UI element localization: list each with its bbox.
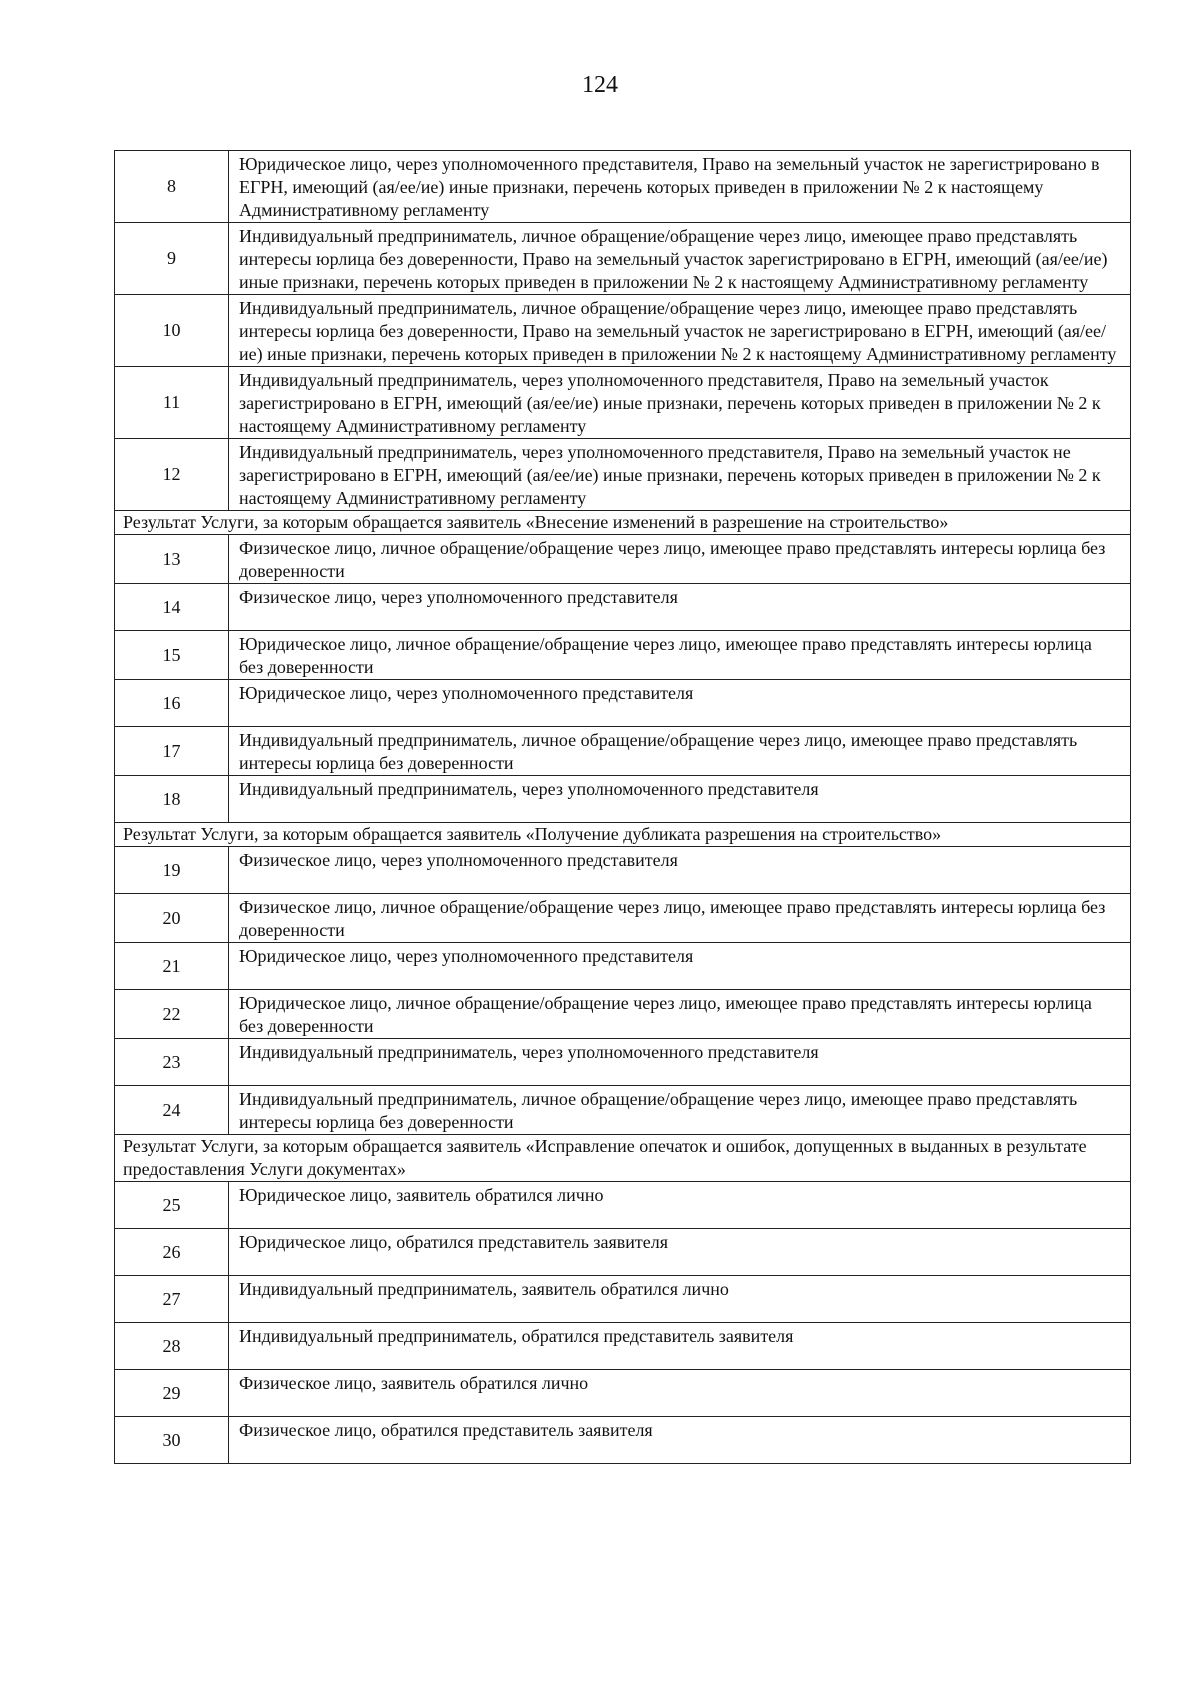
table-body — [115, 151, 1131, 1464]
row-number: 8 — [115, 151, 229, 223]
table-row — [115, 535, 1131, 584]
table-row — [115, 943, 1131, 990]
row-description: Юридическое лицо, заявитель обратился лично — [229, 1182, 1131, 1229]
table-row — [115, 367, 1131, 439]
table-row — [115, 776, 1131, 823]
row-description: Юридическое лицо, через уполномоченного представителя — [229, 943, 1131, 990]
row-description: Физическое лицо, личное обращение/обращение через лицо, имеющее право представлять интересы юрлица без доверенности — [229, 894, 1131, 943]
row-number: 12 — [115, 439, 229, 511]
row-description: Индивидуальный предприниматель, личное обращение/обращение через лицо, имеющее право представлять интересы юрлица без доверенности, Право на земельный участок зарегистрировано в ЕГРН, имеющий (ая/ее/ие) иные признаки, перечень которых приведен в приложении № 2 к настоящему Административному регламенту — [229, 223, 1131, 295]
table-row — [115, 1370, 1131, 1417]
row-description: Индивидуальный предприниматель, обратился представитель заявителя — [229, 1323, 1131, 1370]
row-description: Индивидуальный предприниматель, личное обращение/обращение через лицо, имеющее право представлять интересы юрлица без доверенности — [229, 727, 1131, 776]
row-number: 25 — [115, 1182, 229, 1229]
row-description: Индивидуальный предприниматель, через уполномоченного представителя, Право на земельный участок зарегистрировано в ЕГРН, имеющий (ая/ее/ие) иные признаки, перечень которых приведен в приложении № 2 к настоящему Административному регламенту — [229, 367, 1131, 439]
row-description: Юридическое лицо, через уполномоченного представителя — [229, 680, 1131, 727]
row-number: 16 — [115, 680, 229, 727]
table-row — [115, 1182, 1131, 1229]
row-description: Индивидуальный предприниматель, через уполномоченного представителя — [229, 776, 1131, 823]
section-title: Результат Услуги, за которым обращается заявитель «Внесение изменений в разрешение на строительство» — [115, 511, 1131, 535]
table-row — [115, 847, 1131, 894]
table-row — [115, 439, 1131, 511]
row-description: Юридическое лицо, обратился представитель заявителя — [229, 1229, 1131, 1276]
applicant-variants-table — [114, 150, 1131, 1464]
row-description: Индивидуальный предприниматель, через уполномоченного представителя — [229, 1039, 1131, 1086]
row-description: Физическое лицо, личное обращение/обращение через лицо, имеющее право представлять интересы юрлица без доверенности — [229, 535, 1131, 584]
row-description: Физическое лицо, заявитель обратился лично — [229, 1370, 1131, 1417]
row-description: Физическое лицо, обратился представитель заявителя — [229, 1417, 1131, 1464]
table-row — [115, 680, 1131, 727]
table-row — [115, 1039, 1131, 1086]
row-description: Физическое лицо, через уполномоченного представителя — [229, 584, 1131, 631]
row-description: Индивидуальный предприниматель, личное обращение/обращение через лицо, имеющее право представлять интересы юрлица без доверенности, Право на земельный участок не зарегистрировано в ЕГРН, имеющий (ая/ее/ие) иные признаки, перечень которых приведен в приложении № 2 к настоящему Административному регламенту — [229, 295, 1131, 367]
row-number: 23 — [115, 1039, 229, 1086]
table-row — [115, 223, 1131, 295]
table-row — [115, 1229, 1131, 1276]
section-header-row — [115, 511, 1131, 535]
row-description: Индивидуальный предприниматель, через уполномоченного представителя, Право на земельный участок не зарегистрировано в ЕГРН, имеющий (ая/ее/ие) иные признаки, перечень которых приведен в приложении № 2 к настоящему Административному регламенту — [229, 439, 1131, 511]
row-number: 9 — [115, 223, 229, 295]
row-number: 10 — [115, 295, 229, 367]
row-number: 17 — [115, 727, 229, 776]
table-row — [115, 295, 1131, 367]
section-header-row — [115, 823, 1131, 847]
row-number: 15 — [115, 631, 229, 680]
row-number: 19 — [115, 847, 229, 894]
row-description: Индивидуальный предприниматель, личное обращение/обращение через лицо, имеющее право представлять интересы юрлица без доверенности — [229, 1086, 1131, 1135]
table-row — [115, 1417, 1131, 1464]
table-row — [115, 1276, 1131, 1323]
row-number: 18 — [115, 776, 229, 823]
page-number: 124 — [582, 72, 618, 98]
table-row — [115, 1323, 1131, 1370]
row-number: 22 — [115, 990, 229, 1039]
table-row — [115, 151, 1131, 223]
table-row — [115, 727, 1131, 776]
table-row — [115, 584, 1131, 631]
row-description: Физическое лицо, через уполномоченного представителя — [229, 847, 1131, 894]
section-title: Результат Услуги, за которым обращается заявитель «Получение дубликата разрешения на строительство» — [115, 823, 1131, 847]
row-number: 27 — [115, 1276, 229, 1323]
row-number: 13 — [115, 535, 229, 584]
row-number: 26 — [115, 1229, 229, 1276]
table-row — [115, 990, 1131, 1039]
row-number: 11 — [115, 367, 229, 439]
row-description: Юридическое лицо, личное обращение/обращение через лицо, имеющее право представлять интересы юрлица без доверенности — [229, 990, 1131, 1039]
row-number: 29 — [115, 1370, 229, 1417]
row-description: Юридическое лицо, личное обращение/обращение через лицо, имеющее право представлять интересы юрлица без доверенности — [229, 631, 1131, 680]
section-header-row — [115, 1135, 1131, 1182]
row-description: Юридическое лицо, через уполномоченного представителя, Право на земельный участок не зарегистрировано в ЕГРН, имеющий (ая/ее/ие) иные признаки, перечень которых приведен в приложении № 2 к настоящему Административному регламенту — [229, 151, 1131, 223]
section-title: Результат Услуги, за которым обращается заявитель «Исправление опечаток и ошибок, допущенных в выданных в результате предоставления Услуги документах» — [115, 1135, 1131, 1182]
row-number: 24 — [115, 1086, 229, 1135]
row-number: 28 — [115, 1323, 229, 1370]
row-number: 20 — [115, 894, 229, 943]
table-row — [115, 1086, 1131, 1135]
row-number: 30 — [115, 1417, 229, 1464]
row-description: Индивидуальный предприниматель, заявитель обратился лично — [229, 1276, 1131, 1323]
row-number: 21 — [115, 943, 229, 990]
table-row — [115, 631, 1131, 680]
row-number: 14 — [115, 584, 229, 631]
table-row — [115, 894, 1131, 943]
